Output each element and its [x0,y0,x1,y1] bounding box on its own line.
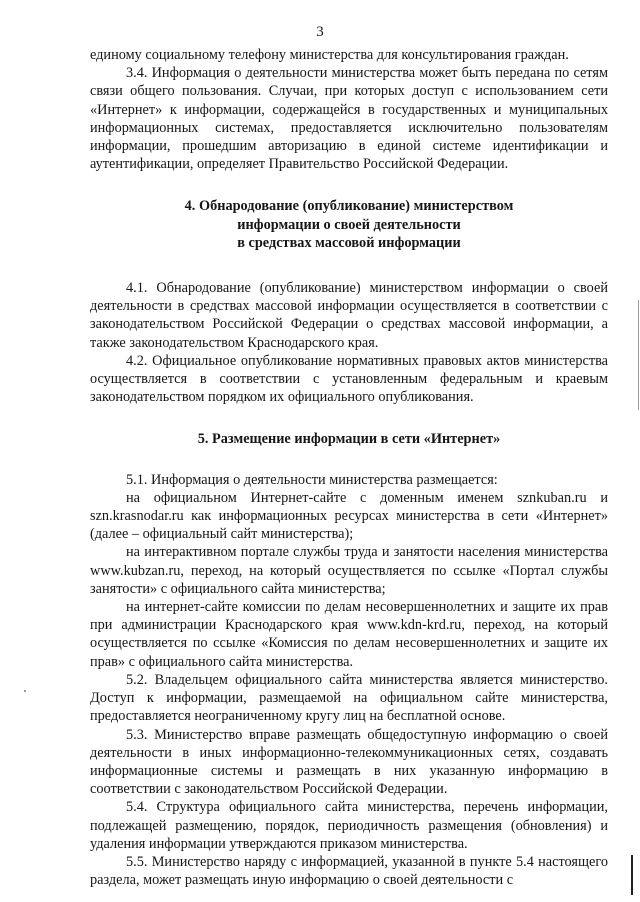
scan-dot-artifact [24,690,26,692]
section-5-title: 5. Размещение информации в сети «Интернет» [197,431,501,448]
paragraph-5-1: 5.1. Информация о деятельности министерства размещается: [126,471,498,488]
section-4-title-line-2: информации о своей деятельности [237,216,461,233]
paragraph-5-5: 5.5. Министерство наряду с информацией, указанной в пункте 5.4 настоящего раздела, может размещать иную информацию о своей деятельности с [90,853,608,889]
section-4-title-line-1: 4. Обнародование (опубликование) министерством [184,198,514,215]
section-4-title [90,197,608,252]
paragraph-5-2: 5.2. Владельцем официального сайта министерства является министерство. Доступ к информации, размещаемой на официальном сайте министерства, предоставляется неограниченному кругу лиц на бесплатной основе. [90,671,608,725]
scan-edge-artifact [638,300,639,410]
scan-margin-mark [631,855,633,895]
paragraph-5-4: 5.4. Структура официального сайта министерства, перечень информации, подлежащей размещению, порядок, периодичность размещения (обновления) и удаления информации утверждаются приказом министерства. [90,799,608,852]
paragraph-4-2: 4.2. Официальное опубликование нормативных правовых актов министерства осуществляется в соответствии с установленным федеральным и краевым законодательством порядком их официального опубликования. [90,352,608,406]
page-number: 3 [316,24,324,40]
paragraph-5-1-portal: на интерактивном портале службы труда и занятости населения министерства www.kubzan.ru, переход, на который осуществляется по ссылке «Портал службы занятости» с официального сайта министерства; [90,544,608,597]
paragraph-5-1-commission: на интернет-сайте комиссии по делам несовершеннолетних и защите их прав при администрации Краснодарского края www.kdn-krd.ru, переход, на который осуществляется по ссылке «Комиссия по делам несовершеннолетних и защите их прав» с официального сайта министерства. [90,599,608,670]
paragraph-5-3: 5.3. Министерство вправе размещать общедоступную информацию о своей деятельности в иных информационно-телекоммуникационных сетях, создавать информационные системы и размещать в них указанную информацию в соответствии с законодательством Российской Федерации. [90,726,608,798]
paragraph-continuation: единому социальному телефону министерства для консультирования граждан. [90,47,569,63]
paragraph-4-1: 4.1. Обнародование (опубликование) министерством информации о своей деятельности в средствах массовой информации осуществляется в соответствии с законодательством Российской Федерации о средствах массовой информации, а также законодательством Краснодарского края. [90,280,608,351]
paragraph-5-1-site: на официальном Интернет-сайте с доменным именем sznkuban.ru и szn.krasnodar.ru как информационных ресурсах министерства в сети «Интернет» (далее – официальный сайт министерства); [90,489,608,543]
section-4-title-line-3: в средствах массовой информации [237,234,461,251]
document-body [90,46,608,889]
paragraph-3-4: 3.4. Информация о деятельности министерства может быть передана по сетям связи общего пользования. Случаи, при которых доступ с использованием сети «Интернет» к информации, содержащейся в государственных и муниципальных информационных системах, предоставляется исключительно пользователям информации, прошедшим авторизацию в единой системе идентификации и аутентификации, определяет Правительство Российской Федерации. [90,65,608,173]
